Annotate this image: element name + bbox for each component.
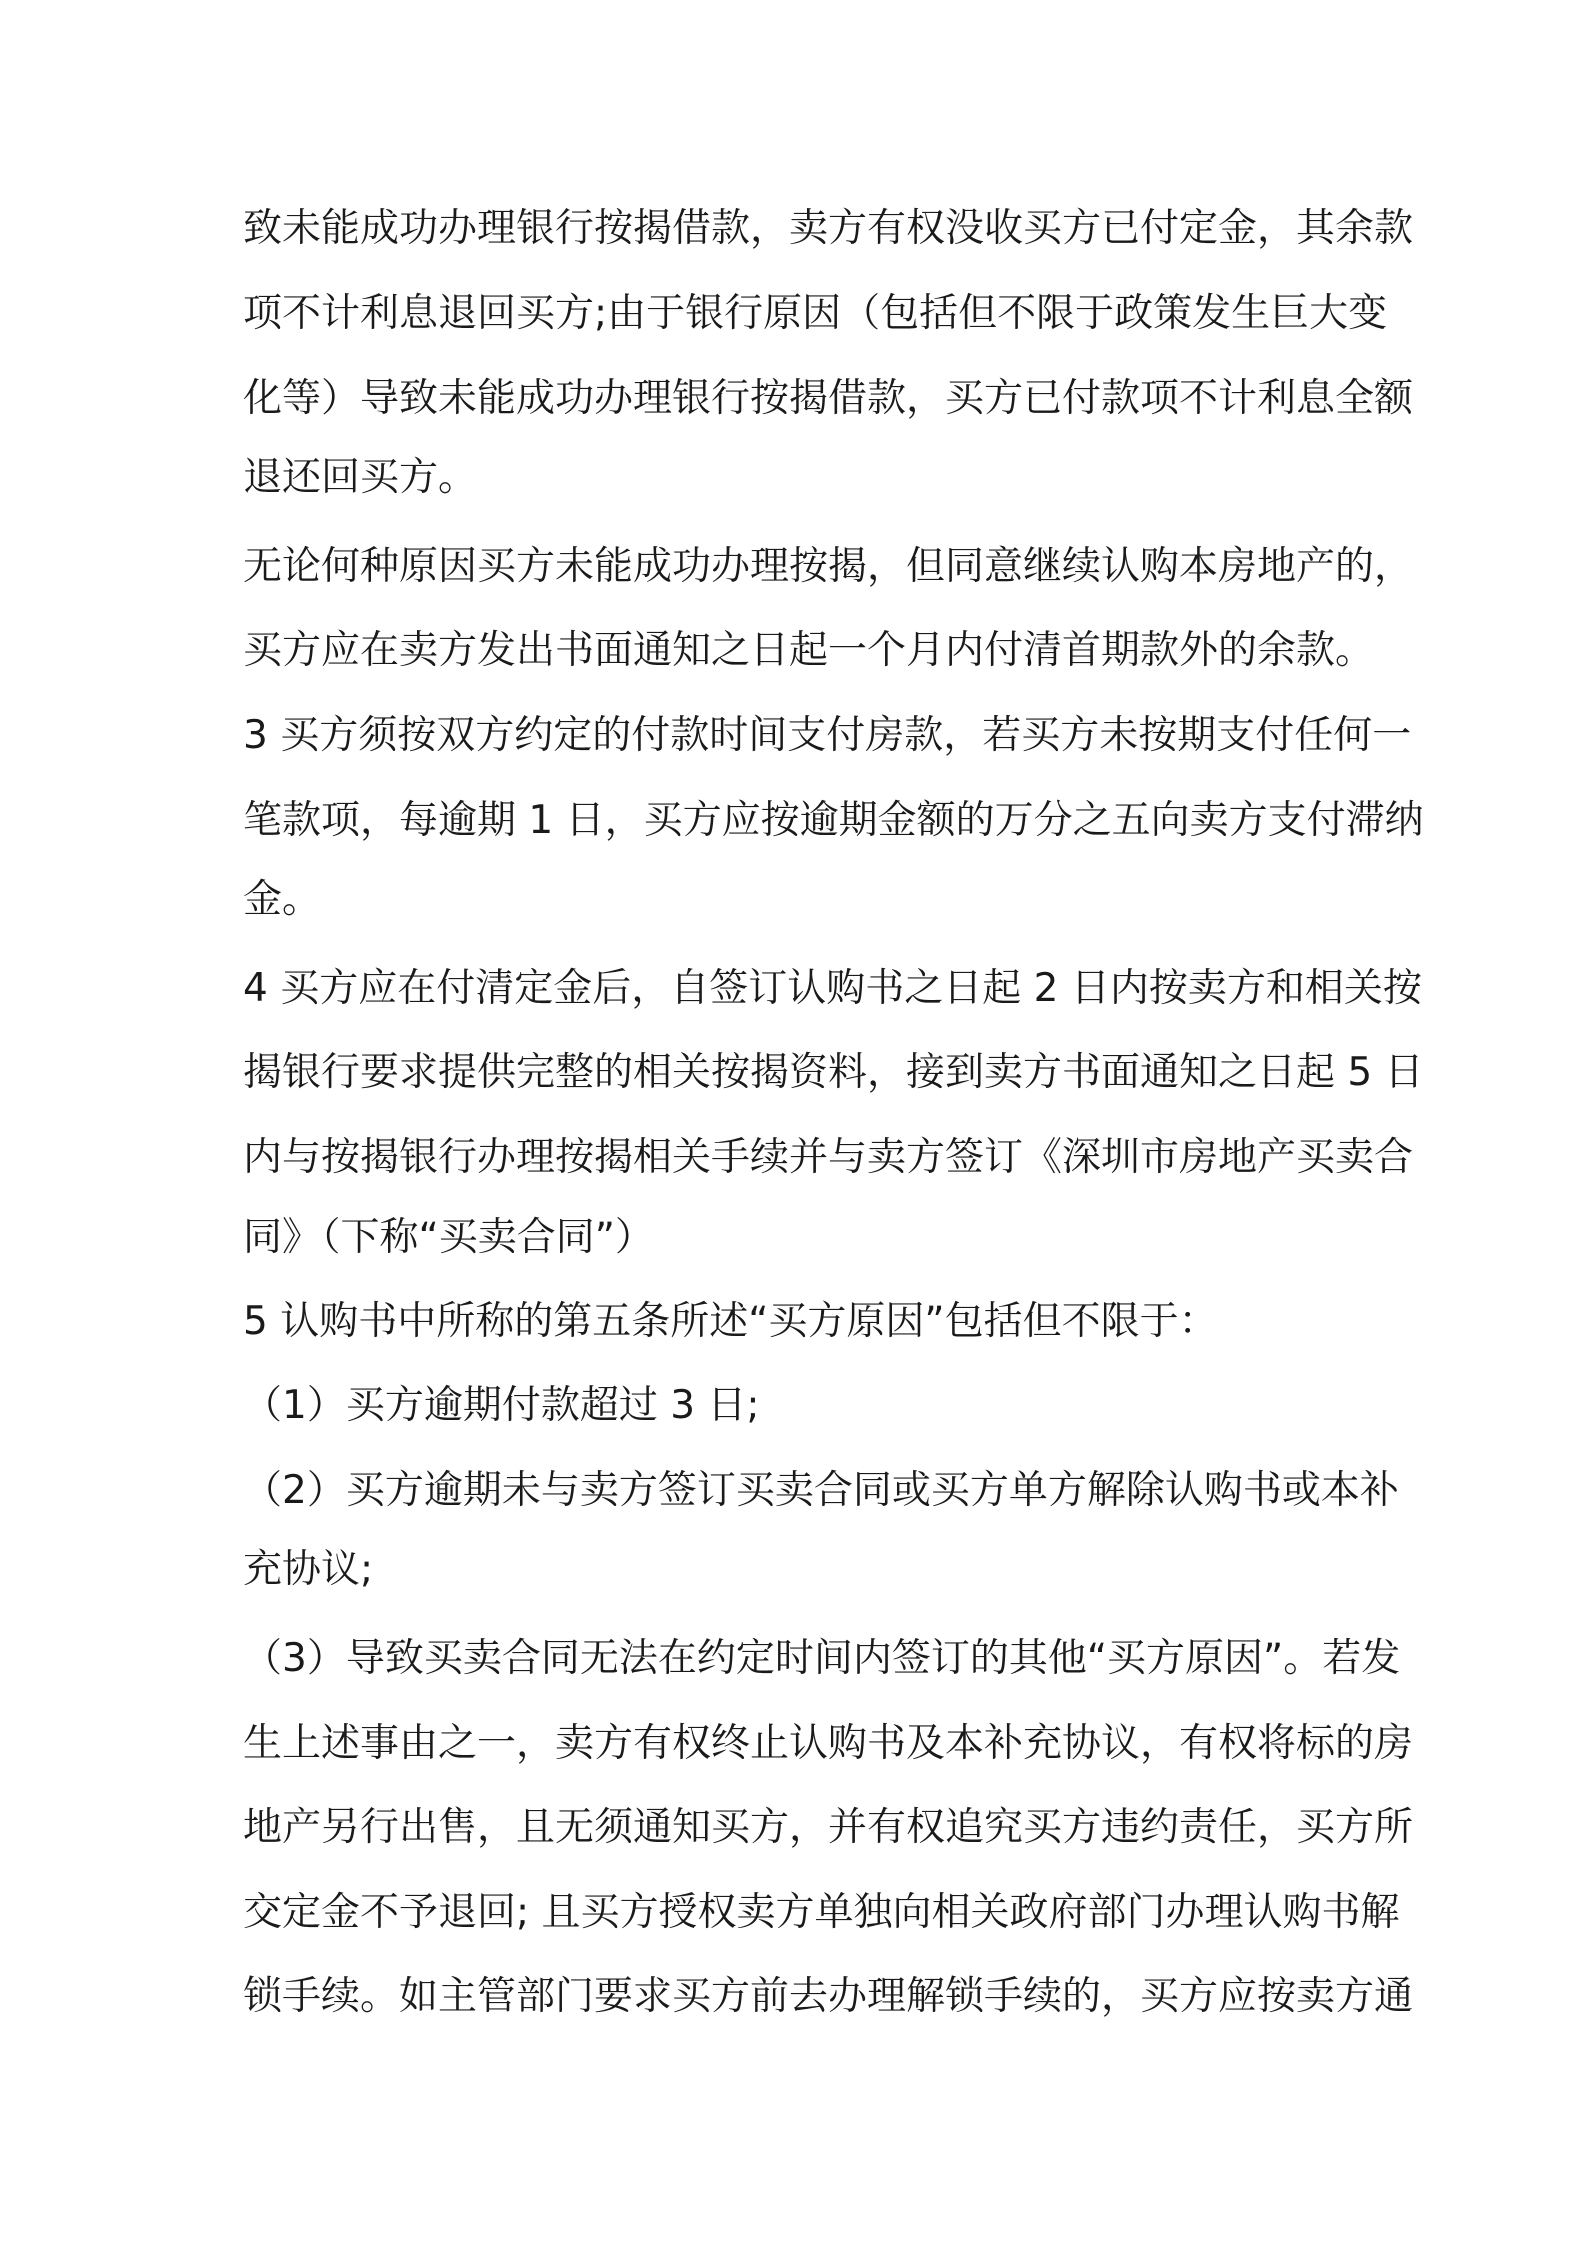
text-line-15: （1）买方逾期付款超过 3 日; [243,1383,760,1428]
text-line-17: 充协议; [243,1547,374,1592]
text-line-16: （2）买方逾期未与卖方签订买卖合同或买方单方解除认购书或本补 [243,1468,1399,1513]
text-line-19: 生上述事由之一，卖方有权终止认购书及本补充协议，有权将标的房 [243,1721,1414,1766]
text-line-3: 化等）导致未能成功办理银行按揭借款，买方已付款项不计利息全额 [243,376,1414,421]
text-line-6: 买方应在卖方发出书面通知之日起一个月内付清首期款外的余款。 [243,628,1375,673]
text-line-9: 金。 [243,877,322,922]
text-line-12: 内与按揭银行办理按揭相关手续并与卖方签订《深圳市房地产买卖合 [243,1135,1414,1180]
text-line-11: 揭银行要求提供完整的相关按揭资料，接到卖方书面通知之日起 5 日 [243,1050,1424,1095]
text-line-20: 地产另行出售，且无须通知买方，并有权追究买方违约责任，买方所 [243,1805,1414,1850]
text-line-4: 退还回买方。 [243,455,478,500]
text-line-7: 3 买方须按双方约定的付款时间支付房款，若买方未按期支付任何一 [243,713,1412,758]
text-line-18: （3）导致买卖合同无法在约定时间内签订的其他“买方原因”。若发 [243,1636,1401,1681]
text-line-1: 致未能成功办理银行按揭借款，卖方有权没收买方已付定金，其余款 [243,206,1414,251]
text-line-13: 同》（下称“买卖合同”） [243,1215,654,1260]
text-line-21: 交定金不予退回; 且买方授权卖方单独向相关政府部门办理认购书解 [243,1890,1400,1935]
text-line-14: 5 认购书中所称的第五条所述“买方原因”包括但不限于： [243,1299,1218,1344]
text-line-2: 项不计利息退回买方;由于银行原因（包括但不限于政策发生巨大变 [243,291,1388,336]
text-line-22: 锁手续。如主管部门要求买方前去办理解锁手续的，买方应按卖方通 [243,1974,1414,2019]
text-line-8: 笔款项，每逾期 1 日，买方应按逾期金额的万分之五向卖方支付滞纳 [243,798,1424,843]
text-line-5: 无论何种原因买方未能成功办理按揭，但同意继续认购本房地产的， [243,544,1414,589]
text-line-10: 4 买方应在付清定金后，自签订认购书之日起 2 日内按卖方和相关按 [243,966,1422,1011]
